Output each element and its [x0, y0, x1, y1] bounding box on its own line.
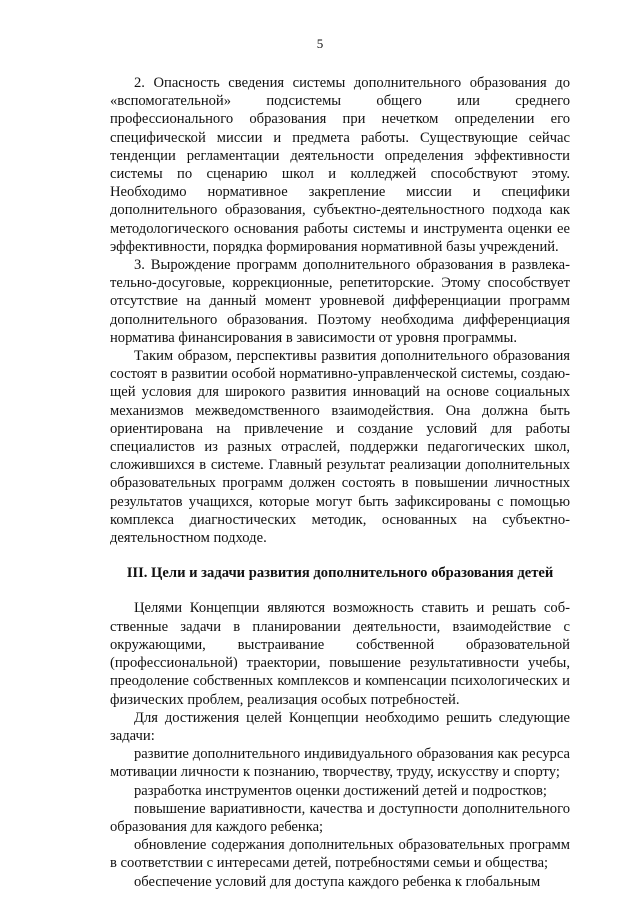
- paragraph-risk-3: 3. Вырождение программ дополнительного образования в развлекательно-досуговые, коррекционные, репетиторские. Этому способствует отсутствие на данный момент уровневой дифференциации программ дополнительного образования. Поэтому необходима дифференциация норматива финансирования в зависимости от уровня программы.: [110, 257, 570, 346]
- paragraph-risk-2: 2. Опасность сведения системы дополнительного образования до «вспомогательной» подсистемы общего или среднего профессионального образования при нечетком определении его специфической миссии и предмета работы. Существующие сейчас тенденции регламентации деятельности определения эффективности системы по сценарию школ и колледжей способствуют этому. Необходимо нормативное закрепление миссии и специфики дополнительного образования, субъектно-деятельностного подхода как методологического основания работы системы и инструмента оценки ее эффективности, порядка формирования нормативной базы учреждений.: [110, 75, 570, 255]
- paragraph-goals: Целями Концепции являются возможность ставить и решать собственные задачи в планировании деятельности, взаимодействие с окружающими, выстраивание собственной образовательной (профессиональной) траектории, повышение результативности учебы, преодоление собственных комплексов и компенсации психологических и физических проблем, реализация особых потребностей.: [110, 600, 570, 708]
- task-item: развитие дополнительного индивидуального образования как ресурса мотивации личности к познанию, творчеству, труду, искусству и спорту;: [110, 746, 570, 781]
- task-item: обеспечение условий для доступа каждого ребенка к глобальным: [134, 873, 541, 890]
- task-item: разработка инструментов оценки достижений детей и подростков;: [134, 782, 547, 799]
- body-text: [110, 74, 570, 891]
- paragraph-conclusion: Таким образом, перспективы развития дополнительного образования состоят в развитии особой нормативно-управленческой системы, создающей условия для широкого развития инноваций на основе социальных механизмов межведомственного взаимодействия. Она должна быть ориентирована на привлечение и создание условий для работы специалистов из разных отраслей, поддержки педагогических школ, сложившихся в системе. Главный результат реализации дополнительных образовательных программ должен состоять в повышении личностных результатов учащихся, которые могут быть зафиксированы с помощью комплекса диагностических методик, основанных на субъектно-деятельностном подходе.: [110, 348, 570, 547]
- task-item: повышение вариативности, качества и доступности дополнительного образования для каждого ребенка;: [110, 800, 570, 835]
- paragraph-tasks-intro: Для достижения целей Концепции необходимо решить следующие задачи:: [110, 709, 570, 744]
- section-heading: III. Цели и задачи развития дополнительного образования детей: [126, 565, 554, 582]
- page-number: 5: [316, 36, 324, 51]
- task-item: обновление содержания дополнительных образовательных программ в соответствии с интересами детей, потребностями семьи и общества;: [110, 837, 570, 872]
